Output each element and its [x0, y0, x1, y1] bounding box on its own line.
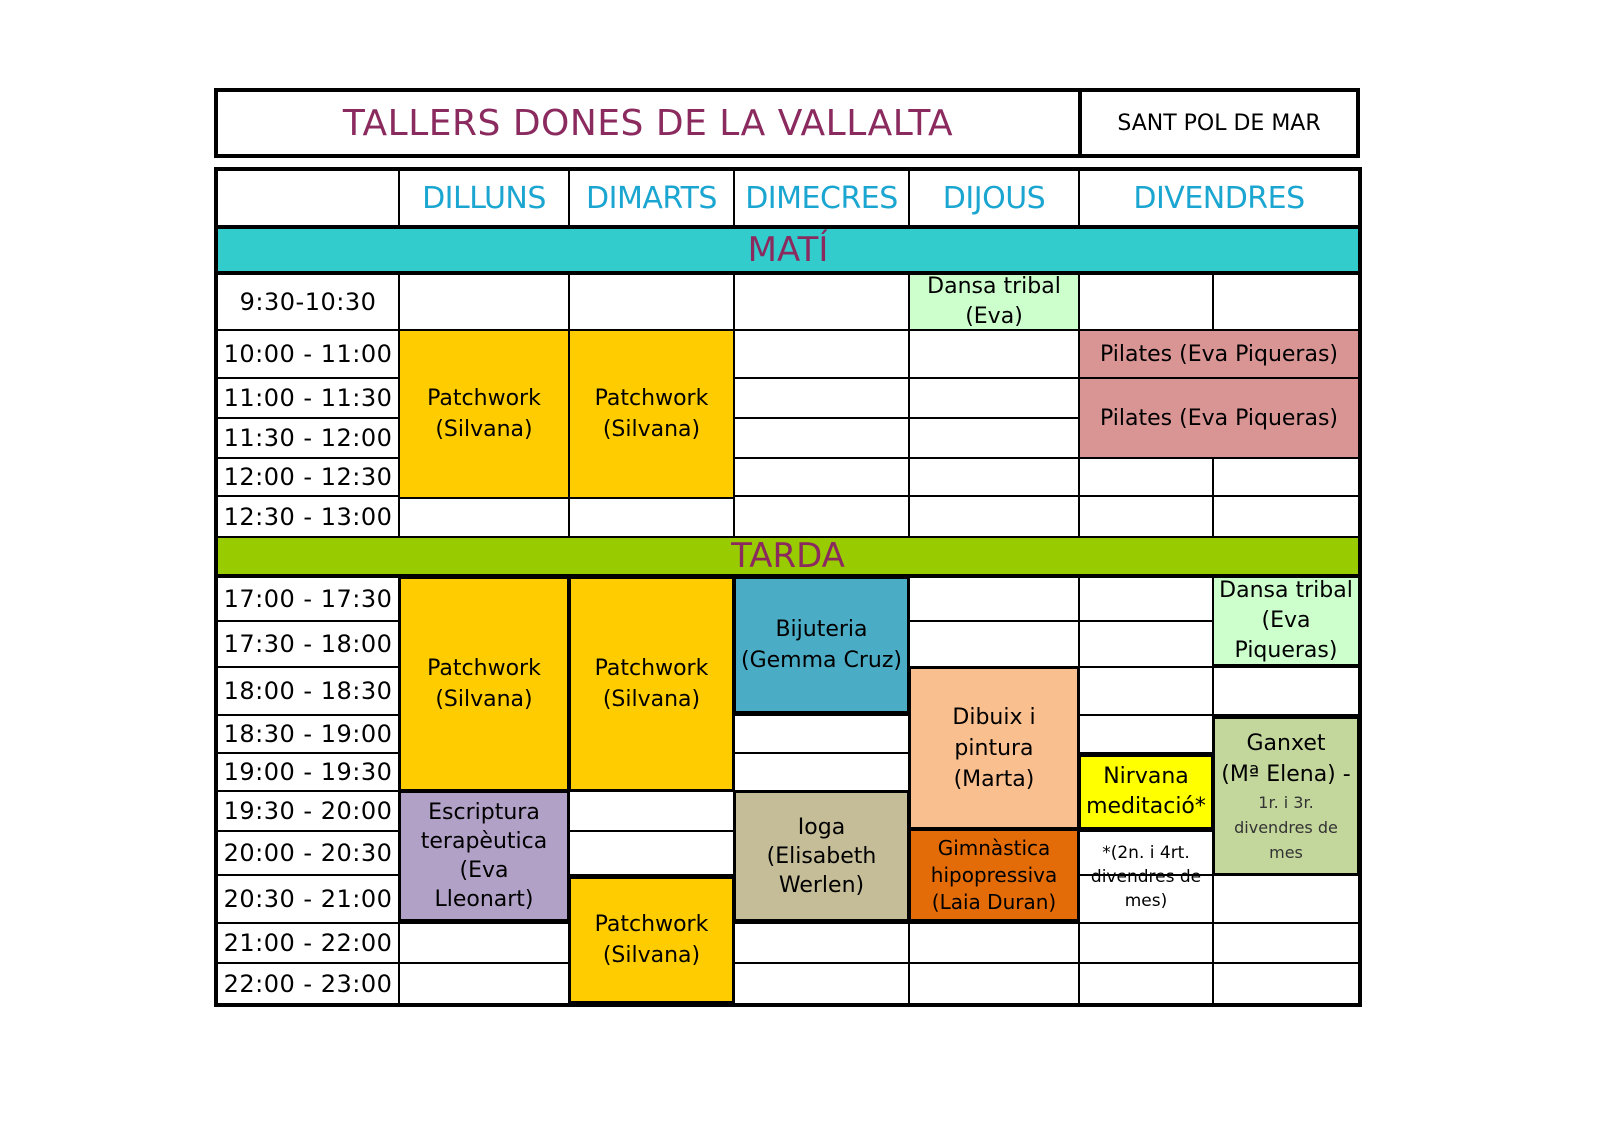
time-slot-tarda: 19:30 - 20:00	[216, 790, 400, 832]
day-label: DIMECRES	[745, 180, 898, 216]
time-slot-mati: 10:00 - 11:00	[216, 329, 400, 379]
activity-ioga-dimecres: Ioga (Elisabeth Werlen)	[733, 790, 910, 922]
day-header-dimarts	[568, 169, 735, 227]
empty-cell	[568, 273, 735, 331]
empty-cell	[908, 922, 1080, 964]
activity-pilates-divendres-1: Pilates (Eva Piqueras)	[1078, 329, 1360, 379]
ganxet-title: Ganxet (Mª Elena) -	[1221, 730, 1351, 787]
day-label: DIMARTS	[586, 180, 717, 216]
activity-patchwork-dilluns-mati: Patchwork (Silvana)	[398, 329, 570, 499]
corner-cell	[216, 169, 400, 227]
empty-cell	[1212, 495, 1360, 538]
empty-cell	[908, 495, 1080, 538]
day-header-divendres	[1078, 169, 1360, 227]
town-label: SANT POL DE MAR	[1117, 110, 1321, 136]
activity-pilates-divendres-2: Pilates (Eva Piqueras)	[1078, 377, 1360, 459]
empty-cell	[733, 962, 910, 1006]
day-label: DIVENDRES	[1133, 180, 1305, 216]
empty-cell	[568, 495, 735, 538]
empty-cell	[908, 377, 1080, 419]
empty-cell	[733, 273, 910, 331]
time-slot-tarda: 17:00 - 17:30	[216, 576, 400, 622]
activity-escriptura-dilluns: Escriptura terapèutica (Eva Lleonart)	[398, 790, 570, 922]
time-slot-tarda: 18:00 - 18:30	[216, 666, 400, 716]
time-slot-tarda: 21:00 - 22:00	[216, 922, 400, 964]
empty-cell	[1212, 666, 1360, 716]
empty-cell	[908, 457, 1080, 497]
activity-dibuix-dijous: Dibuix i pintura (Marta)	[908, 666, 1080, 830]
time-slot-tarda: 20:30 - 21:00	[216, 874, 400, 924]
empty-cell	[398, 495, 570, 538]
empty-cell	[733, 922, 910, 964]
empty-cell	[908, 962, 1080, 1006]
empty-cell	[398, 922, 570, 964]
day-label: DILLUNS	[422, 180, 546, 216]
time-slot-mati: 12:00 - 12:30	[216, 457, 400, 497]
empty-cell	[1212, 457, 1360, 497]
empty-cell	[398, 273, 570, 331]
empty-cell	[733, 377, 910, 419]
time-slot-tarda: 18:30 - 19:00	[216, 714, 400, 754]
time-slot-mati: 9:30-10:30	[216, 273, 400, 331]
section-label: TARDA	[731, 536, 845, 576]
day-header-dilluns	[398, 169, 570, 227]
empty-cell	[733, 417, 910, 459]
section-band-mati	[216, 227, 1360, 273]
empty-cell	[733, 752, 910, 792]
empty-cell	[908, 329, 1080, 379]
day-header-dimecres	[733, 169, 910, 227]
ganxet-note: 1r. i 3r. divendres de mes	[1234, 792, 1338, 862]
activity-dansa-dijous-mati: Dansa tribal (Eva)	[908, 273, 1080, 331]
empty-cell	[733, 495, 910, 538]
activity-patchwork-dimarts-tarda-2: Patchwork (Silvana)	[568, 876, 735, 1004]
activity-ganxet-divendres	[1212, 716, 1360, 876]
empty-cell	[1078, 620, 1214, 668]
time-slot-tarda: 20:00 - 20:30	[216, 830, 400, 876]
empty-cell	[1078, 666, 1214, 716]
empty-cell	[1078, 962, 1214, 1006]
activity-patchwork-dimarts-mati: Patchwork (Silvana)	[568, 329, 735, 499]
day-label: DIJOUS	[942, 180, 1046, 216]
title-box	[214, 88, 1082, 158]
empty-cell	[1078, 576, 1214, 622]
time-slot-mati: 11:00 - 11:30	[216, 377, 400, 419]
time-slot-mati: 12:30 - 13:00	[216, 495, 400, 538]
empty-cell	[733, 714, 910, 754]
empty-cell	[1078, 457, 1214, 497]
activity-nirvana-divendres: Nirvana meditació*	[1078, 754, 1214, 830]
page-title: TALLERS DONES DE LA VALLALTA	[342, 102, 954, 144]
empty-cell	[1078, 273, 1214, 331]
empty-cell	[1078, 495, 1214, 538]
activity-patchwork-dilluns-tarda: Patchwork (Silvana)	[398, 576, 570, 792]
activity-bijuteria-dimecres: Bijuteria (Gemma Cruz)	[733, 576, 910, 714]
empty-cell	[1212, 874, 1360, 924]
empty-cell	[398, 962, 570, 1006]
empty-cell	[1078, 922, 1214, 964]
activity-dansa-divendres-tarda: Dansa tribal (Eva Piqueras)	[1212, 576, 1360, 666]
empty-cell	[908, 620, 1080, 668]
time-slot-tarda: 22:00 - 23:00	[216, 962, 400, 1006]
nirvana-note: *(2n. i 4rt. divendres de mes)	[1090, 843, 1202, 911]
empty-cell	[733, 329, 910, 379]
empty-cell	[568, 790, 735, 832]
day-header-dijous	[908, 169, 1080, 227]
empty-cell	[1212, 273, 1360, 331]
empty-cell	[1212, 962, 1360, 1006]
time-slot-tarda: 17:30 - 18:00	[216, 620, 400, 668]
empty-cell	[568, 830, 735, 876]
empty-cell	[908, 417, 1080, 459]
time-slot-tarda: 19:00 - 19:30	[216, 752, 400, 792]
town-box	[1078, 88, 1360, 158]
section-band-tarda	[216, 536, 1360, 576]
activity-patchwork-dimarts-tarda-1: Patchwork (Silvana)	[568, 576, 735, 792]
empty-cell	[1212, 922, 1360, 964]
empty-cell	[908, 576, 1080, 622]
section-label: MATÍ	[747, 230, 829, 270]
activity-gimnastica-dijous: Gimnàstica hipopressiva (Laia Duran)	[908, 828, 1080, 922]
empty-cell	[1078, 714, 1214, 754]
empty-cell	[733, 457, 910, 497]
time-slot-mati: 11:30 - 12:00	[216, 417, 400, 459]
